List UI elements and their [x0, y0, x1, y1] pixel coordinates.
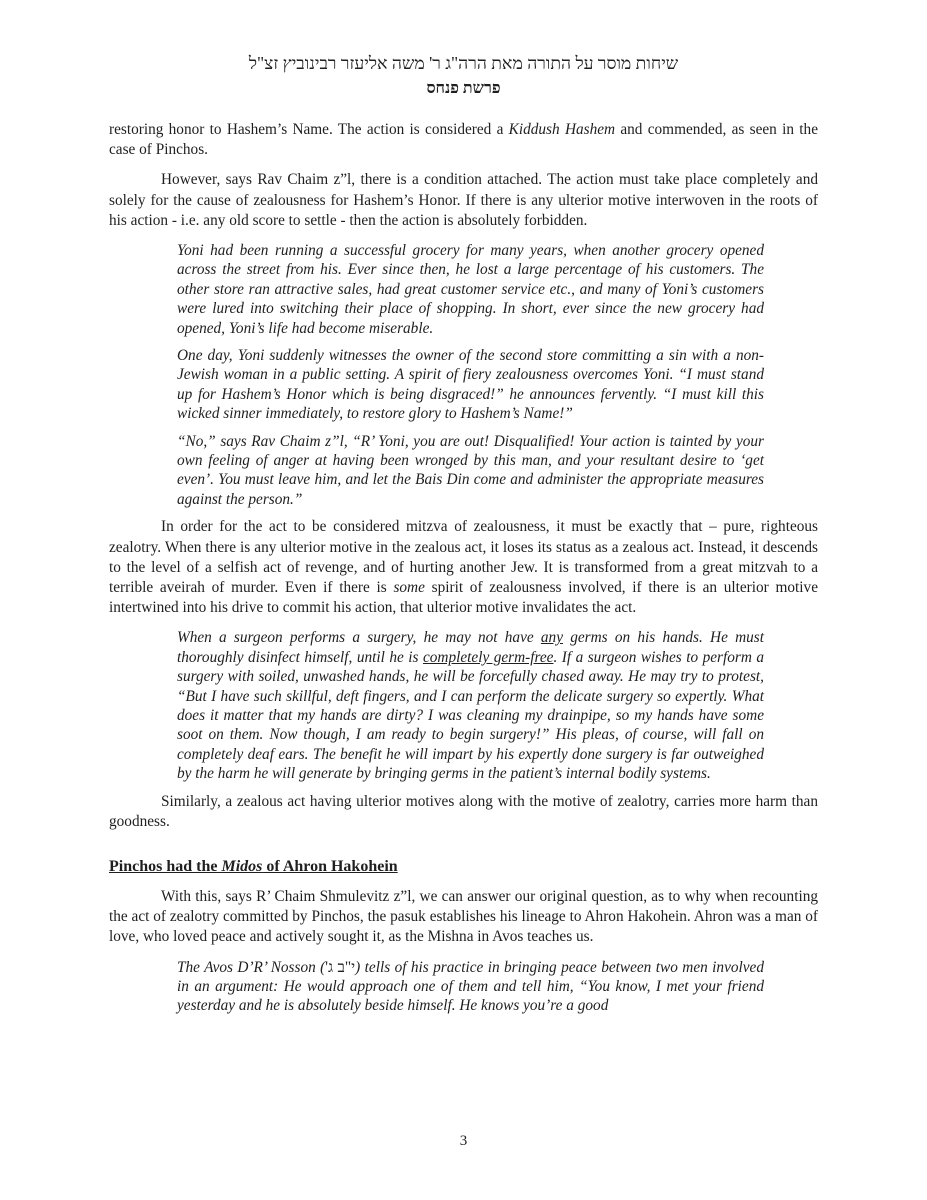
- block-quote: The Avos D’R’ Nosson (י"ב ג') tells of his practice in bringing peace between two men involved in an argument: He would approach one of them and tell him, “You know, I met your friend yesterday and he is absolutely beside himself. He knows you’re a good: [177, 958, 764, 1015]
- paragraph: With this, says R’ Chaim Shmulevitz z”l, we can answer our original question, as to why when recounting the act of zealotry committed by Pinchos, the pasuk establishes his lineage to Ahron Hakohein. Ahron was a man of love, who loved peace and actively sought it, as the Mishna in Avos teaches us.: [109, 887, 818, 946]
- section-heading: Pinchos had the Midos of Ahron Hakohein: [109, 857, 398, 875]
- paragraph: Similarly, a zealous act having ulterior motives along with the motive of zealotry, carries more harm than goodness.: [109, 792, 818, 830]
- paragraph: However, says Rav Chaim z”l, there is a condition attached. The action must take place completely and solely for the cause of zealousness for Hashem’s Honor. If there is any ulterior motive interwoven in the roots of his action - i.e. any old score to settle - then the action is absolutely forbidden.: [109, 171, 818, 229]
- paragraph-continuation: restoring honor to Hashem’s Name. The action is considered a Kiddush Hashem and commended, as seen in the case of Pinchos.: [109, 121, 818, 159]
- block-quote: Yoni had been running a successful grocery for many years, when another grocery opened across the street from his. Ever since then, he lost a large percentage of his customers. The other store ran attractive sales, had great customer service etc., and many of Yoni’s customers were lured into switching their place of shopping. In short, ever since the new grocery had opened, Yoni’s life had become miserable.: [177, 242, 764, 337]
- header-parsha-hebrew: פרשת פנחס: [426, 80, 501, 97]
- header-title-hebrew: שיחות מוסר על התורה מאת הרה"ג ר' משה אליעזר רבינוביץ זצ"ל: [248, 53, 679, 73]
- page-number: 3: [459, 1133, 468, 1149]
- block-quote: When a surgeon performs a surgery, he may not have any germs on his hands. He must thoroughly disinfect himself, until he is completely germ-free. If a surgeon wishes to perform a surgery with soiled, unwashed hands, he will be forcefully chased away. He may try to protest, “But I have such skillful, deft fingers, and I can perform the delicate surgery so expertly. What does it matter that my hands are dirty? I was cleaning my drainpipe, so my hands have some soot on them. Now though, I am ready to begin surgery!” His pleas, of course, will fall on completely deaf ears. The benefit he will impart by his expertly done surgery is far outweighed by the harm he will generate by bringing germs in the patient’s internal bodily systems.: [177, 629, 765, 783]
- document-header: [109, 52, 818, 99]
- block-quote: “No,” says Rav Chaim z”l, “R’ Yoni, you are out! Disqualified! Your action is tainted by your own feeling of anger at having been wronged by this man, and your resultant desire to ‘get even’. You must leave him, and let the Bais Din come and administer the appropriate measures against the person.”: [177, 432, 764, 508]
- paragraph: In order for the act to be considered mitzva of zealousness, it must be exactly that – pure, righteous zealotry. When there is any ulterior motive in the zealous act, it loses its status as a zealous act. Instead, it descends to the level of a selfish act of revenge, and of hurting another Jew. It is transformed from a great mitzvah to a terrible aveirah of murder. Even if there is some spirit of zealousness involved, if there is an ulterior motive intertwined into his drive to commit his action, that ulterior motive invalidates the act.: [109, 518, 818, 617]
- block-quote: One day, Yoni suddenly witnesses the owner of the second store committing a sin with a non- Jewish woman in a public setting. A spirit of fiery zealousness overcomes Yoni. “I must stand up for Hashem’s Honor which is being disgraced!” he announces fervently. “I must kill this wicked sinner immediately, to restore glory to Hashem’s Name!”: [177, 347, 764, 423]
